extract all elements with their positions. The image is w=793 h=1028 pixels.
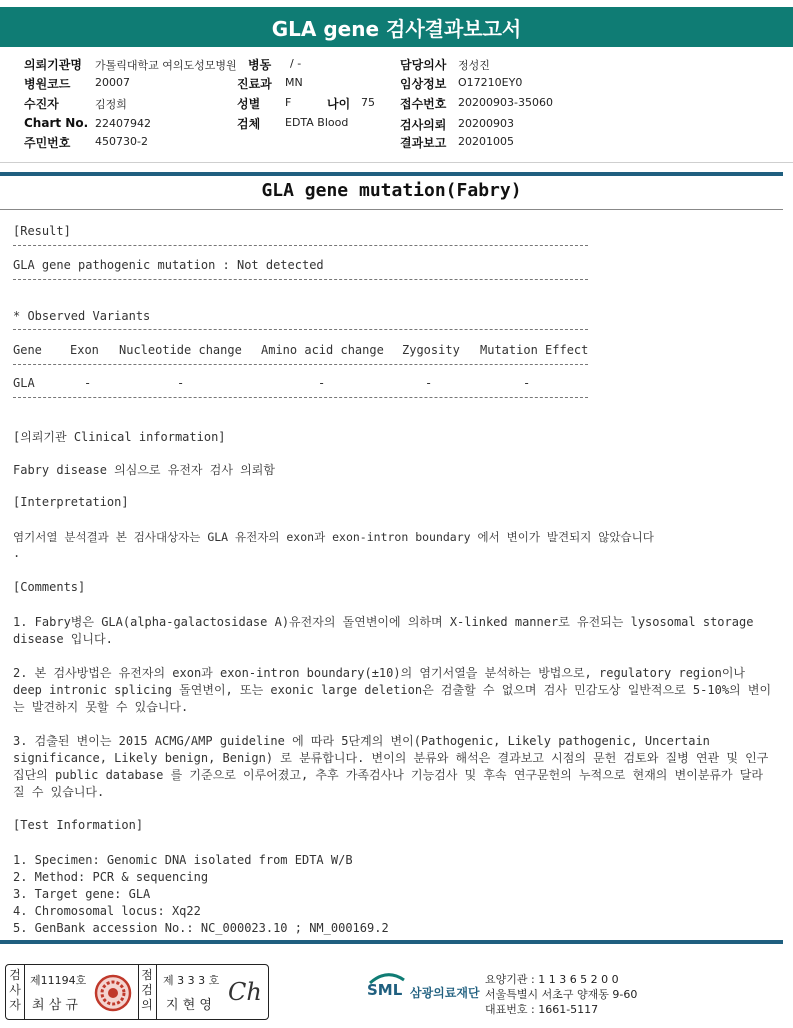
examiner-license: 제11194호	[30, 974, 87, 987]
rrn-value: 450730-2	[95, 135, 148, 148]
sex-label: 성별	[237, 97, 261, 111]
phone: 대표번호 : 1661-5117	[485, 1003, 599, 1016]
table-header: Gene	[13, 343, 42, 357]
dept-value: MN	[285, 76, 303, 89]
table-header: Exon	[70, 343, 99, 357]
doctor-label: 담당의사	[400, 58, 447, 72]
comment-3: 3. 검출된 변이는 2015 ACMG/AMP guideline 에 따라 5단계의 변이(Pathogenic, Likely pathogenic, Uncertain significance, Likely benign, Benign) 로 분류합니다. 변이의 분류와 해석은 결과보고 시점의 문헌 검토와 질병 연관 및 인구집단의 public database 를 기준으로 이루어졌고, 추후 가족검사나 기능검사 및 후속 연구문헌의 누적으로 현재의 변이분류가 달라질 수 있습니다.	[13, 734, 769, 799]
specimen-value: EDTA Blood	[285, 116, 349, 129]
chart-value: 22407942	[95, 117, 151, 130]
box-divider	[24, 965, 25, 1019]
care-code: 요양기관 : 1 1 3 6 5 2 0 0	[485, 973, 619, 986]
hosp-code-label: 병원코드	[24, 77, 71, 91]
address: 서울특별시 서초구 양재동 9-60	[485, 988, 638, 1001]
specimen-label: 검체	[237, 117, 261, 131]
logo-text: SML	[367, 981, 403, 999]
comments-heading: [Comments]	[13, 580, 86, 594]
clinical-text: Fabry disease 의심으로 유전자 검사 의뢰함	[13, 463, 275, 477]
exam-date-label: 검사의뢰	[400, 118, 447, 132]
dept-label: 진료과	[237, 77, 272, 91]
req-inst-label: 의뢰기관명	[24, 58, 82, 72]
result-line: GLA gene pathogenic mutation : Not detected	[13, 258, 324, 272]
dash-rule	[13, 329, 588, 330]
subtitle-rule	[0, 209, 783, 210]
testinfo-item: 3. Target gene: GLA	[13, 887, 151, 901]
doctor-value: 정성진	[458, 59, 490, 72]
sex-value: F	[285, 96, 292, 109]
chart-label: Chart No.	[24, 116, 89, 130]
report-date-value: 20201005	[458, 135, 514, 148]
table-header: Mutation Effect	[480, 343, 589, 357]
interp-heading: [Interpretation]	[13, 495, 129, 509]
table-header: Amino acid change	[261, 343, 384, 357]
signature-box	[5, 964, 269, 1020]
sml-logo	[366, 971, 408, 1009]
ward-value: / -	[290, 57, 302, 70]
dash-rule	[13, 364, 588, 365]
age-label: 나이	[327, 97, 351, 111]
dash-rule	[13, 245, 588, 246]
exam-date-value: 20200903	[458, 117, 514, 130]
age-value: 75	[361, 96, 375, 109]
confirmer-license: 제 3 3 3 호	[163, 974, 220, 987]
comment-2: 2. 본 검사방법은 유전자의 exon과 exon-intron boundary(±10)의 염기서열을 분석하는 방법으로, regulatory region이나 deep intronic splicing 돌연변이, 또는 exonic large deletion은 검출할 수 없으며 검사 민감도상 일반적으로 5-10%의 변이는 발견하지 못할 수 있습니다.	[13, 666, 772, 714]
table-cell: -	[84, 376, 92, 390]
table-cell: -	[177, 376, 185, 390]
clinic-value: O17210EY0	[458, 76, 523, 89]
dash-rule	[13, 279, 588, 280]
patient-label: 수진자	[24, 97, 59, 111]
table-header: Nucleotide change	[119, 343, 242, 357]
table-cell: -	[318, 376, 326, 390]
rrn-label: 주민번호	[24, 136, 71, 150]
section-bottom-rule	[0, 940, 783, 944]
accession-label: 접수번호	[400, 97, 447, 111]
info-divider	[0, 162, 793, 163]
testinfo-item: 1. Specimen: Genomic DNA isolated from EDTA W/B	[13, 853, 353, 867]
testinfo-heading: [Test Information]	[13, 818, 144, 832]
testinfo-item: 4. Chromosomal locus: Xq22	[13, 904, 201, 918]
req-inst-value: 가톨릭대학교 여의도성모병원	[95, 59, 237, 72]
patient-value: 김정희	[95, 98, 127, 111]
dash-rule	[13, 397, 588, 398]
table-cell: GLA	[13, 376, 35, 390]
report-subtitle: GLA gene mutation(Fabry)	[261, 180, 522, 201]
report-title: GLA gene 검사결과보고서	[271, 16, 522, 41]
testinfo-item: 5. GenBank accession No.: NC_000023.10 ; NM_000169.2	[13, 921, 389, 935]
interp-text: 염기서열 분석결과 본 검사대상자는 GLA 유전자의 exon과 exon-intron boundary 에서 변이가 발견되지 않았습니다	[13, 530, 654, 544]
report-header	[0, 7, 793, 47]
table-header: Zygosity	[402, 343, 460, 357]
accession-value: 20200903-35060	[458, 96, 553, 109]
clinic-label: 임상정보	[400, 77, 447, 91]
section-top-rule	[0, 172, 783, 176]
result-heading: [Result]	[13, 224, 71, 238]
confirmer-name: 지 현 영	[166, 998, 212, 1013]
examiner-name: 최 삼 규	[32, 998, 78, 1013]
examiner-label: 검사자	[9, 968, 21, 1012]
examiner-seal	[94, 974, 132, 1012]
comment-1: 1. Fabry병은 GLA(alpha-galactosidase A)유전자의 돌연변이에 의하며 X-linked manner로 유전되는 lysosomal storage disease 입니다.	[13, 615, 754, 646]
ward-label: 병동	[248, 58, 272, 72]
box-divider	[156, 965, 157, 1019]
confirmer-signature: Ch	[228, 978, 262, 1006]
observed-heading: * Observed Variants	[13, 309, 151, 323]
interp-cont: .	[13, 546, 21, 560]
hosp-code-value: 20007	[95, 76, 130, 89]
org-name: 삼광의료재단	[410, 986, 480, 1000]
box-divider	[138, 965, 139, 1019]
report-date-label: 결과보고	[400, 136, 447, 150]
table-cell: -	[523, 376, 531, 390]
table-cell: -	[425, 376, 433, 390]
confirmer-label: 점검의	[141, 968, 153, 1012]
clinical-heading: [의뢰기관 Clinical information]	[13, 430, 226, 444]
testinfo-item: 2. Method: PCR & sequencing	[13, 870, 209, 884]
